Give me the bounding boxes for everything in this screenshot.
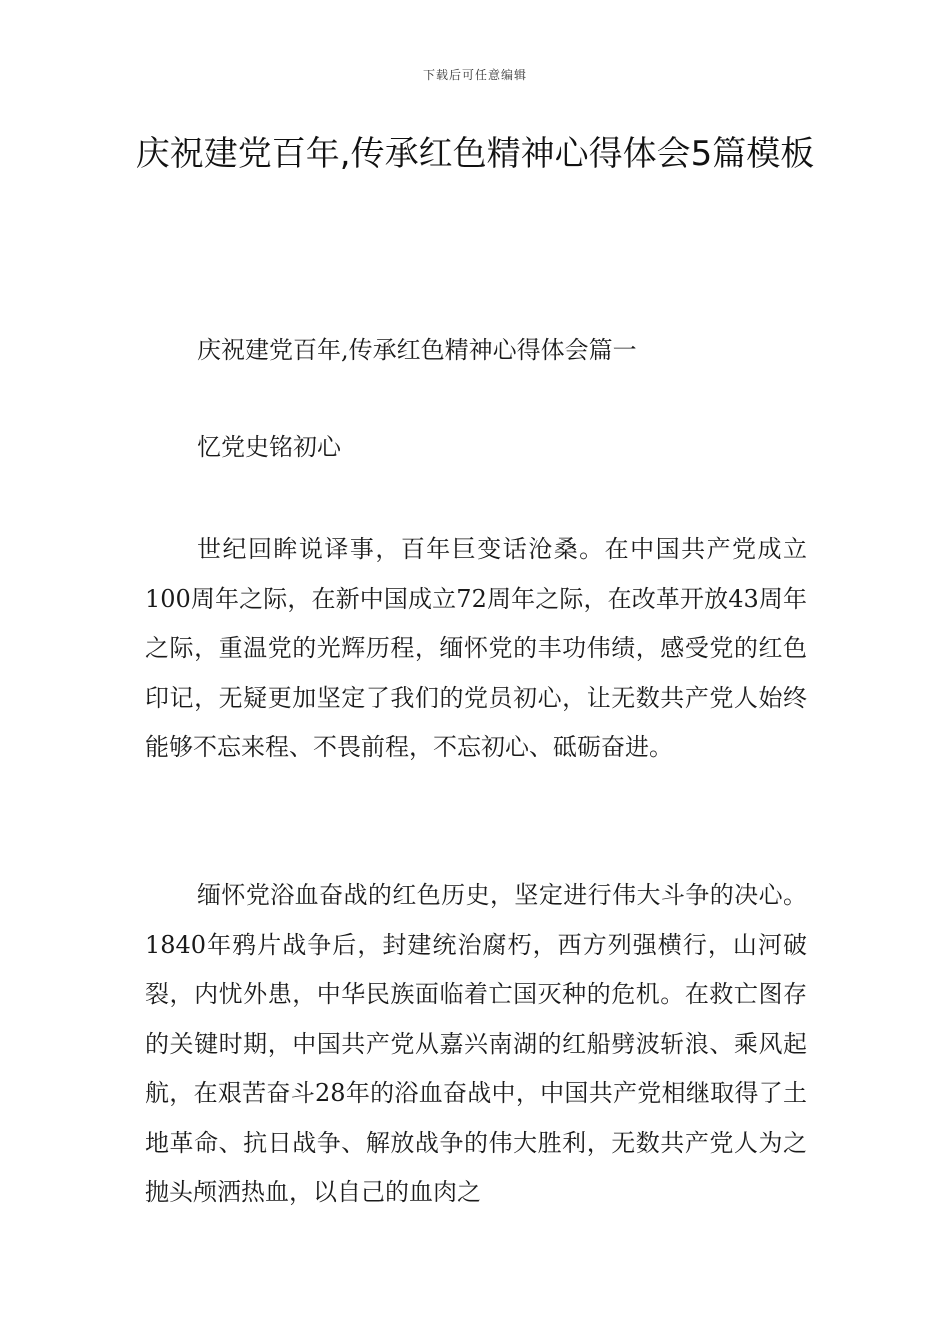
section-heading: 庆祝建党百年,传承红色精神心得体会篇一 xyxy=(197,336,637,364)
paragraph: 缅怀党浴血奋战的红色历史，坚定进行伟大斗争的决心。1840年鸦片战争后，封建统治腐朽，西方列强横行，山河破裂，内忧外患，中华民族面临着亡国灭种的危机。在救亡图存的关键时期，中国共产党从嘉兴南湖的红船劈波斩浪、乘风起航，在艰苦奋斗28年的浴血奋战中，中国共产党相继取得了土地革命、抗日战争、解放战争的伟大胜利，无数共产党人为之抛头颅洒热血，以自己的血肉之 xyxy=(145,881,807,1206)
header-note: 下载后可任意编辑 xyxy=(422,68,527,82)
document-title: 庆祝建党百年,传承红色精神心得体会5篇模板 xyxy=(135,134,815,174)
paragraph: 世纪回眸说译事，百年巨变话沧桑。在中国共产党成立100周年之际，在新中国成立72周年之际，在改革开放43周年之际，重温党的光辉历程，缅怀党的丰功伟绩，感受党的红色印记，无疑更加坚定了我们的党员初心，让无数共产党人始终能够不忘来程、不畏前程，不忘初心、砥砺奋进。 xyxy=(145,535,807,761)
subheading: 忆党史铭初心 xyxy=(197,433,341,461)
